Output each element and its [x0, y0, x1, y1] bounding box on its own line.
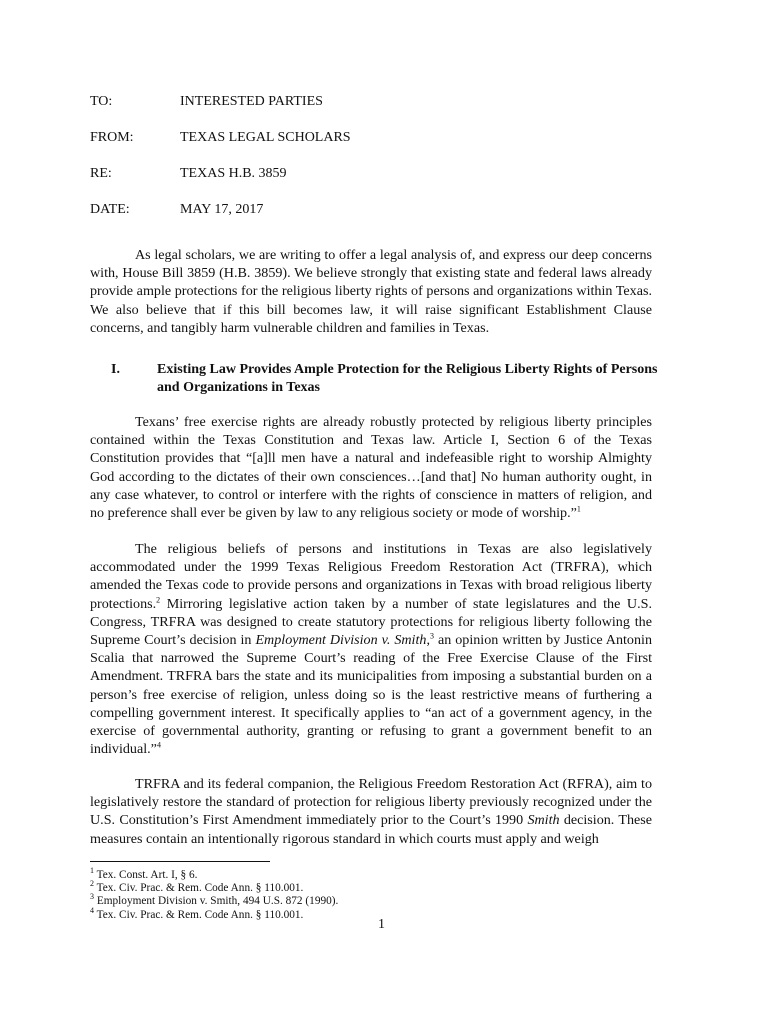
footnote-ref: 3: [429, 631, 434, 641]
memo-re-value: TEXAS H.B. 3859: [180, 166, 287, 181]
paragraph-text: TRFRA and its federal companion, the Religious Freedom Restoration Act (RFRA), aim to legislatively restore the standard of protection for religious liberty previously recognized under the U.S. Constitution’s First Amendment immediately prior to the Court’s 1990: [90, 776, 652, 829]
section-number: I.: [111, 362, 120, 377]
memo-re-label: RE:: [90, 166, 112, 181]
paragraph-text: Mirroring legislative action taken by a number of state legislatures and the U.S. Congress, TRFRA was designed to create statutory protections for religious liberty following the Supreme Court’s decision in: [90, 595, 652, 649]
footnote-text: Tex. Civ. Prac. & Rem. Code Ann. § 110.001.: [94, 908, 304, 921]
memo-date-value: MAY 17, 2017: [180, 202, 264, 217]
footnote-text: Tex. Const. Art. I, § 6.: [94, 869, 198, 881]
case-name: Employment Division v. Smith: [255, 632, 427, 649]
footnote-number: 3: [90, 892, 94, 902]
case-name: Smith: [527, 812, 560, 829]
memo-to-value: INTERESTED PARTIES: [180, 94, 323, 109]
memo-to-label: TO:: [90, 94, 113, 109]
paragraph-constitution: [90, 413, 652, 522]
memo-date-label: DATE:: [90, 202, 130, 217]
intro-text: As legal scholars, we are writing to offer a legal analysis of, and express our deep concerns with, House Bill 3859 (H.B. 3859). We believe strongly that existing state and federal laws already provide ample protections for the religious liberty rights of persons and organizations within Texas. We also believe that if this bill becomes law, it will raise significant Establishment Clause concerns, and tangibly harm vulnerable children and families in Texas.: [90, 247, 652, 336]
footnote-2: [90, 879, 338, 895]
footnotes: [90, 866, 339, 922]
footnote-number: 1: [90, 866, 94, 876]
footnote-ref: 4: [156, 740, 161, 750]
footnote-text: Employment Division v. Smith, 494 U.S. 872 (1990).: [94, 895, 339, 908]
paragraph-rfra: [90, 775, 652, 848]
page-number: 1: [378, 917, 385, 932]
paragraph-text: The religious beliefs of persons and institutions in Texas are also legislatively accommodated under the 1999 Texas Religious Freedom Restoration Act (TRFRA), which amended the Texas code to provide persons and organizations in Texas with broad religious liberty protections.: [90, 541, 652, 612]
footnote-3: [90, 892, 339, 908]
paragraph-text: an opinion written by Justice Antonin Scalia that narrowed the Supreme Court’s reading of the Free Exercise Clause of the First Amendment. TRFRA bars the state and its municipalities from imposing a substantial burden on a person’s free exercise of religion, unless doing so is the least restrictive means of furthering a compelling government interest. It specifically applies to “an act of a government agency, in the exercise of governmental authority, granting or refusing to grant a government benefit to an individual.”: [90, 632, 652, 758]
intro-paragraph: [90, 246, 652, 337]
footnote-ref: 1: [576, 504, 581, 514]
footnote-divider: [90, 861, 270, 862]
section-title: Existing Law Provides Ample Protection for the Religious Liberty Rights of Persons and Organizations in Texas: [157, 362, 658, 395]
footnote-text: Tex. Civ. Prac. & Rem. Code Ann. § 110.001.: [94, 882, 304, 895]
footnote-ref: 2: [156, 594, 161, 604]
memo-from-value: TEXAS LEGAL SCHOLARS: [180, 130, 351, 145]
paragraph-text: Texans’ free exercise rights are already robustly protected by religious liberty principles contained within the Texas Constitution and Texas law. Article I, Section 6 of the Texas Constitution provides that “[a]ll men have a natural and indefeasible right to worship Almighty God according to the dictates of their own consciences…[and that] No human authority ought, in any case whatever, to control or interfere with the rights of conscience in matters of religion, and no preference shall ever be given by law to any religious society or mode of worship.”: [90, 414, 652, 522]
footnote-number: 4: [90, 905, 94, 915]
footnote-4: [90, 905, 338, 922]
footnote-number: 2: [90, 879, 94, 889]
paragraph-text: decision. These measures contain an intentionally rigorous standard in which courts must apply and weigh: [90, 812, 652, 847]
paragraph-trfra: The religious beliefs of persons and institutions in Texas are also legislatively accommodated under the 1999 Texas Religious Freedom Restoration Act (TRFRA), which amended the Texas code to provide persons and organizations in Texas with broad religious liberty protections.$^2$ Mirroring legislative action taken by a number of state legislatures and the U.S. Congress, TRFRA was designed to create statutory protections for religious liberty following the Supreme Court’s decision in Employment Division v. Smith,$^3$ an opinion written by Justice Antonin Scalia that narrowed the Supreme Court’s reading of the Free Exercise Clause of the First Amendment. TRFRA bars the state and its municipalities from imposing a substantial burden on a person’s free exercise of religion, unless doing so is the least restrictive means of furthering a compelling government interest. It specifically applies to “an act of a government agency, in the exercise of governmental authority, granting or refusing to grant a government benefit to an individual.”$^4$: [90, 541, 652, 758]
memo-from-label: FROM:: [90, 130, 134, 145]
footnote-1: [90, 866, 338, 882]
